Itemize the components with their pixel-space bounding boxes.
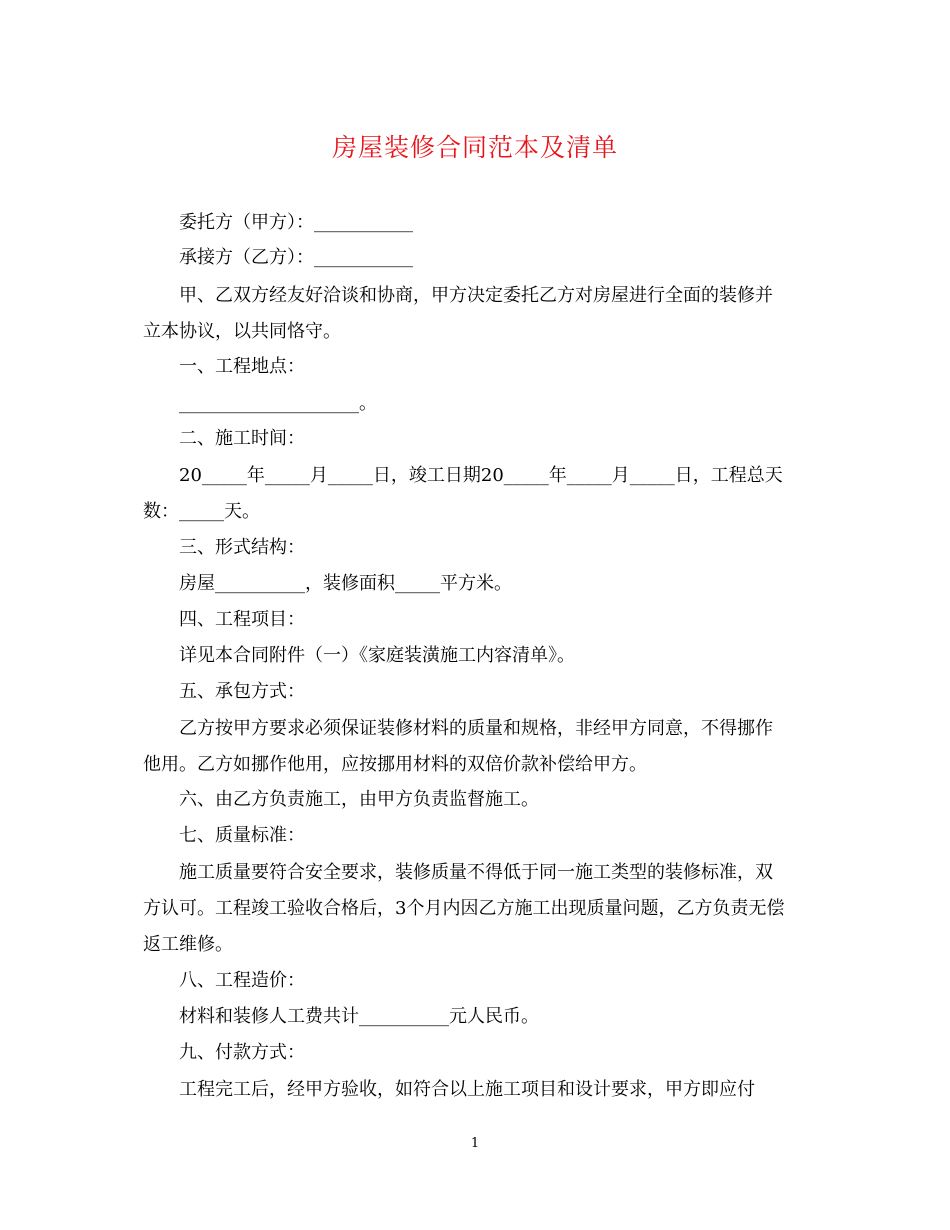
section-8-heading: 八、工程造价： [179, 970, 305, 991]
document-title: 房屋装修合同范本及清单 [331, 133, 618, 162]
section-4-heading: 四、工程项目： [179, 609, 305, 630]
section-5-content-line-2: 他用。乙方如挪作他用，应按挪用材料的双倍价款补偿给甲方。 [143, 754, 647, 775]
contractor-line: 承接方（乙方）：___________ [179, 247, 413, 268]
section-9-heading: 九、付款方式： [179, 1042, 305, 1063]
section-7-content-line-2: 方认可。工程竣工验收合格后，3个月内因乙方施工出现质量问题，乙方负责无偿 [143, 898, 785, 919]
section-7-heading: 七、质量标准： [179, 825, 305, 846]
section-7-content-line-3: 返工维修。 [143, 934, 233, 955]
section-2-content-line-1: 20_____年_____月_____日，竣工日期20_____年_____月_____日，工程总天 [179, 465, 783, 486]
section-1-heading: 一、工程地点： [179, 356, 305, 377]
page-number: 1 [470, 1136, 480, 1151]
section-3-content: 房屋__________，装修面积_____平方米。 [179, 573, 512, 594]
section-6-heading: 六、由乙方负责施工，由甲方负责监督施工。 [179, 789, 539, 810]
section-7-content-line-1: 施工质量要符合安全要求，装修质量不得低于同一施工类型的装修标准，双 [179, 862, 773, 883]
section-4-content: 详见本合同附件（一）《家庭装潢施工内容清单》。 [179, 645, 575, 666]
section-2-content-line-2: 数：_____天。 [143, 501, 260, 522]
intro-paragraph-line-1: 甲、乙双方经友好洽谈和协商，甲方决定委托乙方对房屋进行全面的装修并 [179, 285, 773, 306]
section-8-content: 材料和装修人工费共计__________元人民币。 [179, 1006, 539, 1027]
section-5-heading: 五、承包方式： [179, 681, 305, 702]
section-1-content: ____________________。 [179, 393, 377, 414]
section-9-content-line-1: 工程完工后，经甲方验收，如符合以上施工项目和设计要求，甲方即应付 [179, 1079, 755, 1100]
intro-paragraph-line-2: 立本协议，以共同恪守。 [143, 321, 341, 342]
section-2-heading: 二、施工时间： [179, 428, 305, 449]
client-line: 委托方（甲方）：___________ [179, 212, 413, 233]
section-3-heading: 三、形式结构： [179, 537, 305, 558]
section-5-content-line-1: 乙方按甲方要求必须保证装修材料的质量和规格，非经甲方同意，不得挪作 [179, 718, 773, 739]
